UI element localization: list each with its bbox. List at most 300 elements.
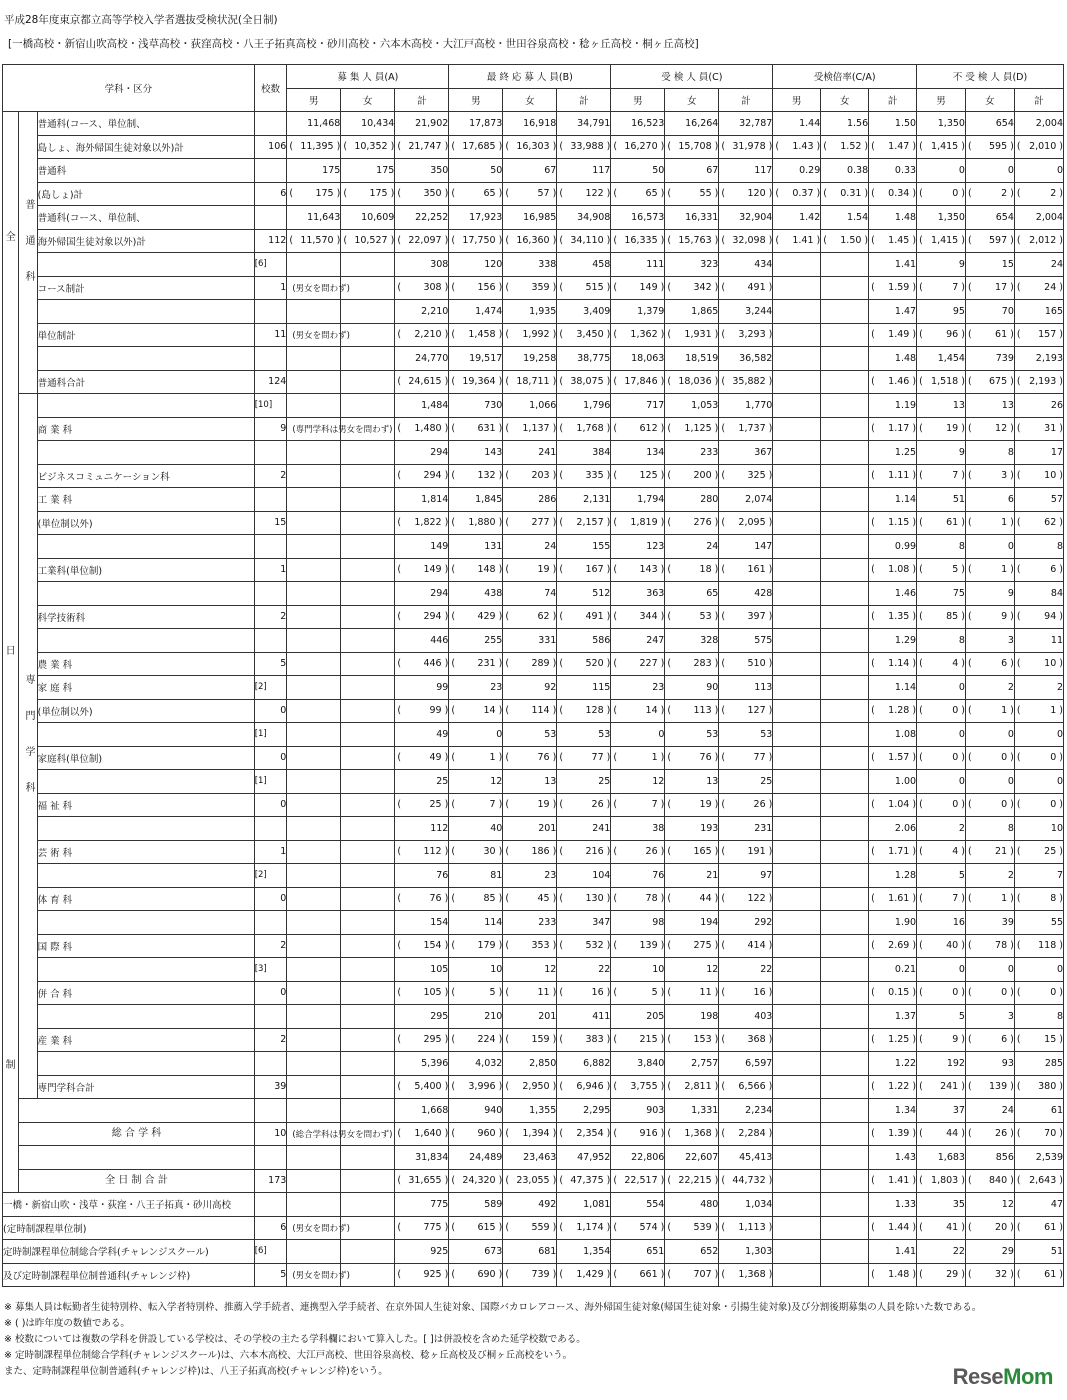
prev-value-cell [821,981,869,1005]
subject-label [37,347,254,371]
table-row [3,159,1064,183]
value-cell: 21,902 [395,112,449,136]
prev-value: 40 [946,940,959,952]
school-count: 0 [254,981,287,1005]
prev-value-cell: ( 156 ) [449,276,503,300]
prev-value-cell: ( 10,527 ) [341,229,395,253]
prev-value: 1,992 [522,329,550,341]
school-count-blank [254,1099,287,1123]
value-cell: 10,609 [341,206,395,230]
table-row-prev [3,464,1064,488]
value-cell: 350 [395,159,449,183]
prev-value: 612 [639,423,658,435]
prev-value: 1,368 [684,1128,712,1140]
prev-value: 17,846 [624,376,658,388]
value-cell: 586 [557,629,611,653]
value-cell: 1,484 [395,394,449,418]
prev-value: 154 [423,940,442,952]
prev-value-cell: ( 15,763 ) [665,229,719,253]
school-count: 2 [254,1028,287,1052]
value-cell: 29 [965,1240,1014,1264]
prev-value-cell: ( 1,368 ) [665,1122,719,1146]
prev-value-cell: ( 1,737 ) [719,417,773,441]
gender-note: (男女を問わず) [292,1271,350,1282]
value-cell: 1,454 [917,347,966,371]
prev-value: 0 [1001,987,1008,999]
value-cell [821,629,869,653]
value-cell: 134 [611,441,665,465]
value-cell [773,629,821,653]
prev-value: 47,375 [570,1175,604,1187]
prev-value-cell [821,417,869,441]
value-cell: 1.50 [869,112,917,136]
prev-value-cell [821,746,869,770]
value-cell: 0 [965,770,1014,794]
prev-value: 2,157 [576,517,604,529]
prev-value: 7 [952,893,959,905]
subject-label-total: 全 日 制 合 計 [19,1169,254,1193]
value-cell [341,1146,395,1170]
value-cell: 0 [611,723,665,747]
value-cell: 428 [719,582,773,606]
table-row-prev [3,887,1064,911]
table-row-prev [3,1122,1064,1146]
prev-value: 7 [952,470,959,482]
value-cell: 3 [965,629,1014,653]
value-cell: 512 [557,582,611,606]
prev-value: 335 [585,470,604,482]
school-count: 0 [254,793,287,817]
value-cell: 198 [665,1005,719,1029]
prev-value-cell [773,652,821,676]
prev-value: 0 [1050,987,1057,999]
value-cell [287,958,341,982]
value-cell [773,1099,821,1123]
value-cell: 1.37 [869,1005,917,1029]
value-cell: 3,840 [611,1052,665,1076]
value-cell: 2.06 [869,817,917,841]
value-cell: 434 [719,253,773,277]
prev-value-cell: ( 9 ) [917,1028,966,1052]
prev-value-cell [773,1169,821,1193]
value-cell: 194 [665,911,719,935]
footnote-line: ※ 定時制課程単位制総合学科(チャレンジスクール)は、六本木高校、大江戸高校、世田谷泉高校、稔ヶ丘高校及び桐ヶ丘高校をいう。 [4,1350,573,1361]
logo-text-a: Rese [952,1364,1004,1389]
prev-value: 2 [1050,188,1057,200]
prev-value: 32,098 [732,235,766,247]
prev-value: 156 [477,282,496,294]
subject-label-2 [37,699,254,723]
value-cell: 12 [665,958,719,982]
value-cell [287,441,341,465]
value-cell: 1.90 [869,911,917,935]
value-cell: 1.22 [869,1052,917,1076]
value-cell: 10 [611,958,665,982]
prev-value-cell: ( 383 ) [557,1028,611,1052]
prev-value-cell: ( 2,012 ) [1014,229,1063,253]
prev-value-cell: ( 1,768 ) [557,417,611,441]
prev-value: 143 [639,564,658,576]
value-cell: 231 [719,817,773,841]
prev-value-cell: ( 1,640 ) [395,1122,449,1146]
bracket-count [254,1005,287,1029]
value-cell: 26 [1014,394,1063,418]
prev-value: 127 [747,705,766,717]
value-cell: 589 [449,1193,503,1217]
table-row-prev [3,511,1064,535]
prev-value: 186 [531,846,550,858]
value-cell [341,394,395,418]
prev-value-cell: ( 17,750 ) [449,229,503,253]
prev-value: 200 [693,470,712,482]
prev-value-cell: ( 1,174 ) [557,1216,611,1240]
value-cell [773,347,821,371]
prev-value-cell: ( 26 ) [557,793,611,817]
table-row-prev [3,934,1064,958]
header-subject: 学科・区分 [3,65,255,112]
value-cell: 1,796 [557,394,611,418]
prev-value: 167 [585,564,604,576]
prev-value: 283 [693,658,712,670]
value-cell: 338 [503,253,557,277]
prev-value-cell: ( 739 ) [503,1263,557,1287]
value-cell: 16,573 [611,206,665,230]
prev-value: 1,640 [414,1128,442,1140]
prev-value-cell: ( 41 ) [917,1216,966,1240]
prev-value-cell [821,840,869,864]
value-cell: 12 [611,770,665,794]
value-cell [287,629,341,653]
prev-value-cell: ( 1,518 ) [917,370,966,394]
prev-value-cell: ( 224 ) [449,1028,503,1052]
prev-value-cell: ( 17,685 ) [449,135,503,159]
prev-value-cell: ( 18 ) [665,558,719,582]
prev-value: 41 [946,1222,959,1234]
prev-value-cell: ( 1.04 ) [869,793,917,817]
value-cell: 55 [1014,911,1063,935]
prev-value: 12 [995,423,1008,435]
prev-value: 1,819 [630,517,658,529]
value-cell: 347 [557,911,611,935]
prev-value: 11,570 [300,235,334,247]
prev-value-cell: ( 1,822 ) [395,511,449,535]
prev-value-cell: ( 1,137 ) [503,417,557,441]
prev-value-cell: ( 167 ) [557,558,611,582]
prev-value-cell: ( 1,429 ) [557,1263,611,1287]
prev-value-cell: ( 44,732 ) [719,1169,773,1193]
prev-value-cell [773,417,821,441]
prev-value-cell: ( 0.31 ) [821,182,869,206]
prev-value: 19,364 [462,376,496,388]
prev-value: 1,737 [738,423,766,435]
prev-value-cell: ( 38,075 ) [557,370,611,394]
prev-value: 44 [946,1128,959,1140]
value-cell: 23 [611,676,665,700]
prev-value-cell [773,934,821,958]
value-cell [821,582,869,606]
table-row-prev [3,1075,1064,1099]
prev-value-cell: ( 143 ) [611,558,665,582]
prev-value-cell [773,1122,821,1146]
value-cell: 117 [557,159,611,183]
value-cell [773,253,821,277]
prev-value: 277 [531,517,550,529]
value-cell: 13 [665,770,719,794]
school-count: 112 [254,229,287,253]
prev-value-cell [287,1028,341,1052]
prev-value: 76 [699,752,712,764]
value-cell: 210 [449,1005,503,1029]
value-cell: 51 [917,488,966,512]
value-cell: 295 [395,1005,449,1029]
prev-value: 14 [483,705,496,717]
prev-value-cell: ( 661 ) [611,1263,665,1287]
value-cell: 1.41 [869,1240,917,1264]
subject-label [37,864,254,888]
prev-value: 6 [1001,1034,1008,1046]
prev-value-cell: ( 7 ) [449,793,503,817]
value-cell: 13 [965,394,1014,418]
prev-value-cell: ( 380 ) [1014,1075,1063,1099]
prev-value-cell [773,746,821,770]
prev-value-cell: ( 10 ) [1014,652,1063,676]
prev-value: 6 [1050,564,1057,576]
prev-value: 70 [1044,1128,1057,1140]
prev-value-cell: ( 16,303 ) [503,135,557,159]
prev-value-cell [773,370,821,394]
prev-value-cell [773,511,821,535]
prev-value-cell: ( 62 ) [503,605,557,629]
value-cell: 1.14 [869,676,917,700]
prev-value-cell [287,793,341,817]
prev-value: 11 [537,987,550,999]
table-row-prev [3,605,1064,629]
bracket-count: [3] [254,958,287,982]
prev-value: 94 [1044,611,1057,623]
prev-value: 6 [1001,658,1008,670]
prev-value-cell: ( 16,335 ) [611,229,665,253]
value-cell: 1,331 [665,1099,719,1123]
prev-value: 0 [1001,752,1008,764]
prev-value-cell: ( 3 ) [965,464,1014,488]
value-cell: 10 [449,958,503,982]
prev-value: 215 [639,1034,658,1046]
prev-value: 10 [1044,658,1057,670]
prev-value-cell [287,464,341,488]
value-cell: 280 [665,488,719,512]
subject-name: 普通科合計 [37,377,86,389]
prev-value-cell [773,699,821,723]
value-cell: 575 [719,629,773,653]
value-cell: 105 [395,958,449,982]
prev-value: 6,946 [576,1081,604,1093]
subject-label-2 [37,746,254,770]
subheader-total: 計 [869,88,917,112]
value-cell: 1,355 [503,1099,557,1123]
prev-value-cell: ( 0 ) [965,746,1014,770]
subheader-male: 男 [287,88,341,112]
prev-value-cell: ( 21 ) [965,840,1014,864]
footnote-line: ※ 校数については複数の学科を併設している学校は、その学校の主たる学科欄において算入した。[ ]は併設校を含めた延学校数である。 [4,1334,586,1345]
prev-value: 0 [952,705,959,717]
prev-value-cell: ( 0 ) [1014,793,1063,817]
prev-value-cell: ( 1,362 ) [611,323,665,347]
table-row-prev [3,182,1064,206]
side-label-sei: 制 [5,1060,16,1071]
value-cell [773,1146,821,1170]
subheader-female: 女 [821,88,869,112]
table-row-prev [3,1028,1064,1052]
bracket-count [254,629,287,653]
prev-value-cell: ( 294 ) [395,464,449,488]
prev-value: 3,293 [738,329,766,341]
prev-value: 1.15 [888,517,910,529]
prev-value: 112 [423,846,442,858]
prev-value-cell: ( 350 ) [395,182,449,206]
prev-value-cell: ( 335 ) [557,464,611,488]
school-count: 6 (男女を問わず) [254,1216,287,1240]
prev-value-cell: ( 1.43 ) [773,135,821,159]
prev-value-cell: ( 0.15 ) [869,981,917,1005]
prev-value-cell: ( 520 ) [557,652,611,676]
prev-value: 15,708 [678,141,712,153]
prev-value: 61 [946,517,959,529]
prev-value-cell: ( 532 ) [557,934,611,958]
value-cell [341,864,395,888]
prev-value: 16,360 [516,235,550,247]
prev-value-cell: ( 8 ) [1014,887,1063,911]
value-cell [287,394,341,418]
prev-value-cell: ( 85 ) [917,605,966,629]
prev-value-cell: ( 159 ) [503,1028,557,1052]
bracket-count [254,112,287,136]
prev-value: 0 [952,752,959,764]
value-cell: 98 [611,911,665,935]
prev-value: 65 [483,188,496,200]
prev-value-cell: ( 3,996 ) [449,1075,503,1099]
prev-value-cell: ( 0 ) [917,981,966,1005]
prev-value-cell: ( 1.49 ) [869,323,917,347]
prev-value: 175 [369,188,388,200]
prev-value-cell: ( 308 ) [395,276,449,300]
subject-label [37,394,254,418]
prev-value: 120 [747,188,766,200]
value-cell: 35 [917,1193,966,1217]
prev-value: 22,097 [408,235,442,247]
value-cell: 2 [965,676,1014,700]
value-cell: 23 [449,676,503,700]
prev-value: 515 [585,282,604,294]
value-cell [773,1005,821,1029]
school-count: 173 [254,1169,287,1193]
value-cell: 23 [503,864,557,888]
footnote-line: また、定時制課程単位制普通科(チャレンジ枠)は、八王子拓真高校(チャレンジ枠)をいう。 [4,1366,388,1377]
value-cell [773,723,821,747]
prev-value: 10,527 [354,235,388,247]
prev-value: 0 [952,188,959,200]
value-cell: 12 [449,770,503,794]
value-cell [287,770,341,794]
prev-value: 615 [477,1222,496,1234]
value-cell [287,1005,341,1029]
prev-value: 14 [645,705,658,717]
prev-value-cell: ( 122 ) [719,887,773,911]
prev-value: 231 [477,658,496,670]
prev-value: 24,320 [462,1175,496,1187]
prev-value-cell: ( 4 ) [917,652,966,676]
subject-label-2: (定時制課程単位制) [3,1216,255,1240]
value-cell: 17 [1014,441,1063,465]
prev-value-cell: ( 925 ) [395,1263,449,1287]
value-cell: 0.38 [821,159,869,183]
value-cell: 34,791 [557,112,611,136]
value-cell: 115 [557,676,611,700]
prev-value-cell: ( 78 ) [965,934,1014,958]
bracket-count [254,441,287,465]
prev-value: 32 [995,1269,1008,1281]
value-cell: 18,519 [665,347,719,371]
prev-value-cell: ( 1.14 ) [869,652,917,676]
value-cell: 147 [719,535,773,559]
prev-value: 33,988 [570,141,604,153]
prev-value: 18,711 [516,376,550,388]
side-label-nichi: 日 [5,646,16,657]
prev-value: 595 [989,141,1008,153]
table-row [3,676,1064,700]
prev-value-cell: ( 154 ) [395,934,449,958]
prev-value-cell: ( 19,364 ) [449,370,503,394]
value-cell: 74 [503,582,557,606]
prev-value-cell: ( 132 ) [449,464,503,488]
page-subtitle: [一橋高校・新宿山吹高校・浅草高校・荻窪高校・八王子拓真高校・砂川高校・六本木高校・大江戸高校・世田谷泉高校・稔ヶ丘高校・桐ヶ丘高校] [8,38,699,50]
prev-value: 368 [747,1034,766,1046]
table-row [3,1193,1064,1217]
value-cell: 17,923 [449,206,503,230]
prev-value: 1.46 [888,376,910,388]
prev-value: 113 [693,705,712,717]
prev-value-cell: ( 368 ) [719,1028,773,1052]
subject-label-2 [37,182,254,206]
prev-value-cell: ( 45 ) [503,887,557,911]
prev-value-cell: ( 1.52 ) [821,135,869,159]
value-cell: 2,004 [1014,206,1063,230]
prev-value-cell: ( 24,615 ) [395,370,449,394]
table-row [3,347,1064,371]
subject-label-2 [37,840,254,864]
value-cell: 5 [917,1005,966,1029]
prev-value: 57 [537,188,550,200]
prev-value-cell: ( 675 ) [965,370,1014,394]
table-row [3,770,1064,794]
prev-value-cell: ( 31 ) [1014,417,1063,441]
prev-value: 925 [423,1269,442,1281]
prev-value-cell: ( 157 ) [1014,323,1063,347]
prev-value: 25 [1044,846,1057,858]
prev-value: 61 [1044,1222,1057,1234]
prev-value-cell: ( 105 ) [395,981,449,1005]
prev-value: 19 [699,799,712,811]
school-count: 1 [254,558,287,582]
value-cell [341,488,395,512]
prev-value-cell: ( 1,480 ) [395,417,449,441]
prev-value-cell [773,1263,821,1287]
prev-value: 1.48 [888,1269,910,1281]
prev-value-cell: ( 539 ) [665,1216,719,1240]
prev-value: 55 [699,188,712,200]
prev-value-cell: ( 215 ) [611,1028,665,1052]
prev-value: 216 [585,846,604,858]
prev-value-cell: ( 707 ) [665,1263,719,1287]
